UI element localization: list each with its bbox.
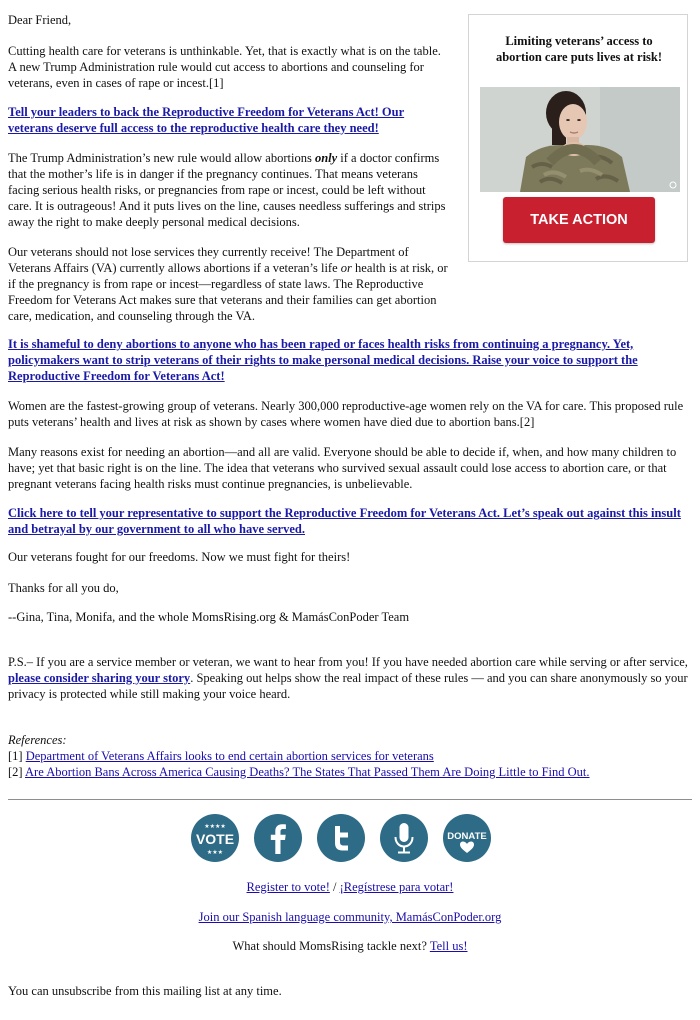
reference-link-2[interactable]: Are Abortion Bans Across America Causing Deaths? The States That Passed Them Are Doing Little to Find Out.	[25, 765, 590, 779]
reference-item	[8, 764, 692, 780]
tell-us-link[interactable]: Tell us!	[429, 939, 468, 953]
va-text-a: Our veterans should not lose services they currently receive! The Department of Veterans Affairs (VA) currently allows abortions if a veteran’s life	[8, 245, 409, 275]
reference-number: [1]	[8, 749, 26, 763]
unsubscribe-note: You can unsubscribe from this mailing list at any time.	[8, 984, 282, 998]
ps-text-a: P.S.– If you are a service member or veteran, we want to hear from you! If you have needed abortion care while serving or after service,	[8, 655, 688, 669]
microphone-icon[interactable]	[379, 813, 429, 863]
veteran-photo	[480, 87, 680, 192]
register-to-vote-link[interactable]: Register to vote!	[246, 880, 330, 894]
social-icons	[190, 813, 500, 863]
card-title: Limiting veterans’ access to abortion care puts lives at risk!	[495, 34, 663, 64]
greeting: Dear Friend,	[8, 13, 72, 27]
facebook-icon[interactable]	[253, 813, 303, 863]
thanks-line: Thanks for all you do,	[8, 581, 119, 595]
reference-item	[8, 748, 692, 764]
ps-paragraph	[8, 654, 692, 702]
women-paragraph: Women are the fastest-growing group of veterans. Nearly 300,000 reproductive-age women rely on the VA for care. This proposed rule puts veterans’ health and lives at risk as shown by cases where women have died due to abortion bans.[2]	[8, 399, 684, 429]
svg-text:★★★: ★★★	[206, 849, 224, 856]
vote-icon-label: VOTE	[195, 831, 235, 847]
tackle-line	[8, 938, 692, 954]
reasons-paragraph: Many reasons exist for needing an abortion—and all are valid. Everyone should be able to decide if, when, and how many children to have; yet that basic right is on the line. The idea that veterans who survived sexual assault could lose access to abortion care, or that pregnant veterans facing health risks must continue pregnancies, is unbelievable.	[8, 445, 677, 491]
emphasis-or: or	[340, 261, 352, 275]
vote-icon[interactable]	[190, 813, 240, 863]
donate-icon-label: DONATE	[447, 831, 487, 842]
twitter-icon[interactable]	[316, 813, 366, 863]
references-label: References:	[8, 733, 67, 747]
register-line	[8, 879, 692, 895]
veteran-photo-illustration	[480, 87, 680, 192]
reference-link-1[interactable]: Department of Veterans Affairs looks to end certain abortion services for veterans	[25, 749, 434, 763]
donate-icon[interactable]	[442, 813, 492, 863]
references	[8, 732, 692, 780]
va-text-b: health is at risk, or if the pregnancy is from rape or incest—regardless of state laws. The Reproductive Freedom for Veterans Act makes sure that veterans and their families can get abortion care, medication, and counseling through the VA.	[8, 261, 448, 323]
va-paragraph	[8, 244, 448, 324]
signature: --Gina, Tina, Monifa, and the whole MomsRising.org & MamásConPoder Team	[8, 610, 410, 624]
action-link-back-act[interactable]: Tell your leaders to back the Reproductive Freedom for Veterans Act! Our veterans deserve full access to the reproductive health care they need!	[8, 105, 405, 135]
divider	[8, 799, 692, 800]
rule-text-a: The Trump Administration’s new rule would allow abortions	[8, 151, 315, 165]
spanish-line	[8, 909, 692, 925]
ps-text-b: . Speaking out helps show the real impact of these rules — and you can share anonymously so your privacy is protected while still making your voice heard.	[8, 671, 688, 701]
emphasis-only: only	[314, 151, 338, 165]
separator: /	[329, 880, 340, 894]
rule-text-b: if a doctor confirms that the mother’s life is in danger if the pregnancy continues. That means veterans facing serious health risks, or pregnancies from rape or incest, could be left without care. It is outrageous! And it puts lives on the line, causes needless sufferings and strips away the right to make deeply personal medical decisions.	[8, 151, 446, 229]
register-spanish-link[interactable]: ¡Regístrese para votar!	[339, 880, 454, 894]
action-link-shameful[interactable]: It is shameful to deny abortions to anyone who has been raped or faces health risks from continuing a pregnancy. Yet, policymakers want to strip veterans of their rights to make personal medical decisions. Raise your voice to support the Reproductive Freedom for Veterans Act!	[8, 337, 638, 383]
fight-paragraph: Our veterans fought for our freedoms. Now we must fight for theirs!	[8, 550, 351, 564]
rule-paragraph	[8, 150, 448, 230]
take-action-button[interactable]: TAKE ACTION	[503, 197, 655, 243]
tackle-question: What should MomsRising tackle next?	[232, 939, 430, 953]
intro-paragraph: Cutting health care for veterans is unthinkable. Yet, that is exactly what is on the table. A new Trump Administration rule would cut access to abortions and counseling for veterans, even in cases of rape or incest.[1]	[8, 44, 441, 90]
action-link-representative[interactable]: Click here to tell your representative to support the Reproductive Freedom for Veterans Act. Let’s speak out against this insult and betrayal by our government to all who have served.	[8, 506, 681, 536]
reference-number: [2]	[8, 765, 26, 779]
take-action-card	[468, 14, 688, 262]
spanish-community-link[interactable]: Join our Spanish language community, MamásConPoder.org	[198, 910, 502, 924]
svg-text:★★★★: ★★★★	[204, 823, 226, 830]
share-story-link[interactable]: please consider sharing your story	[8, 671, 191, 685]
